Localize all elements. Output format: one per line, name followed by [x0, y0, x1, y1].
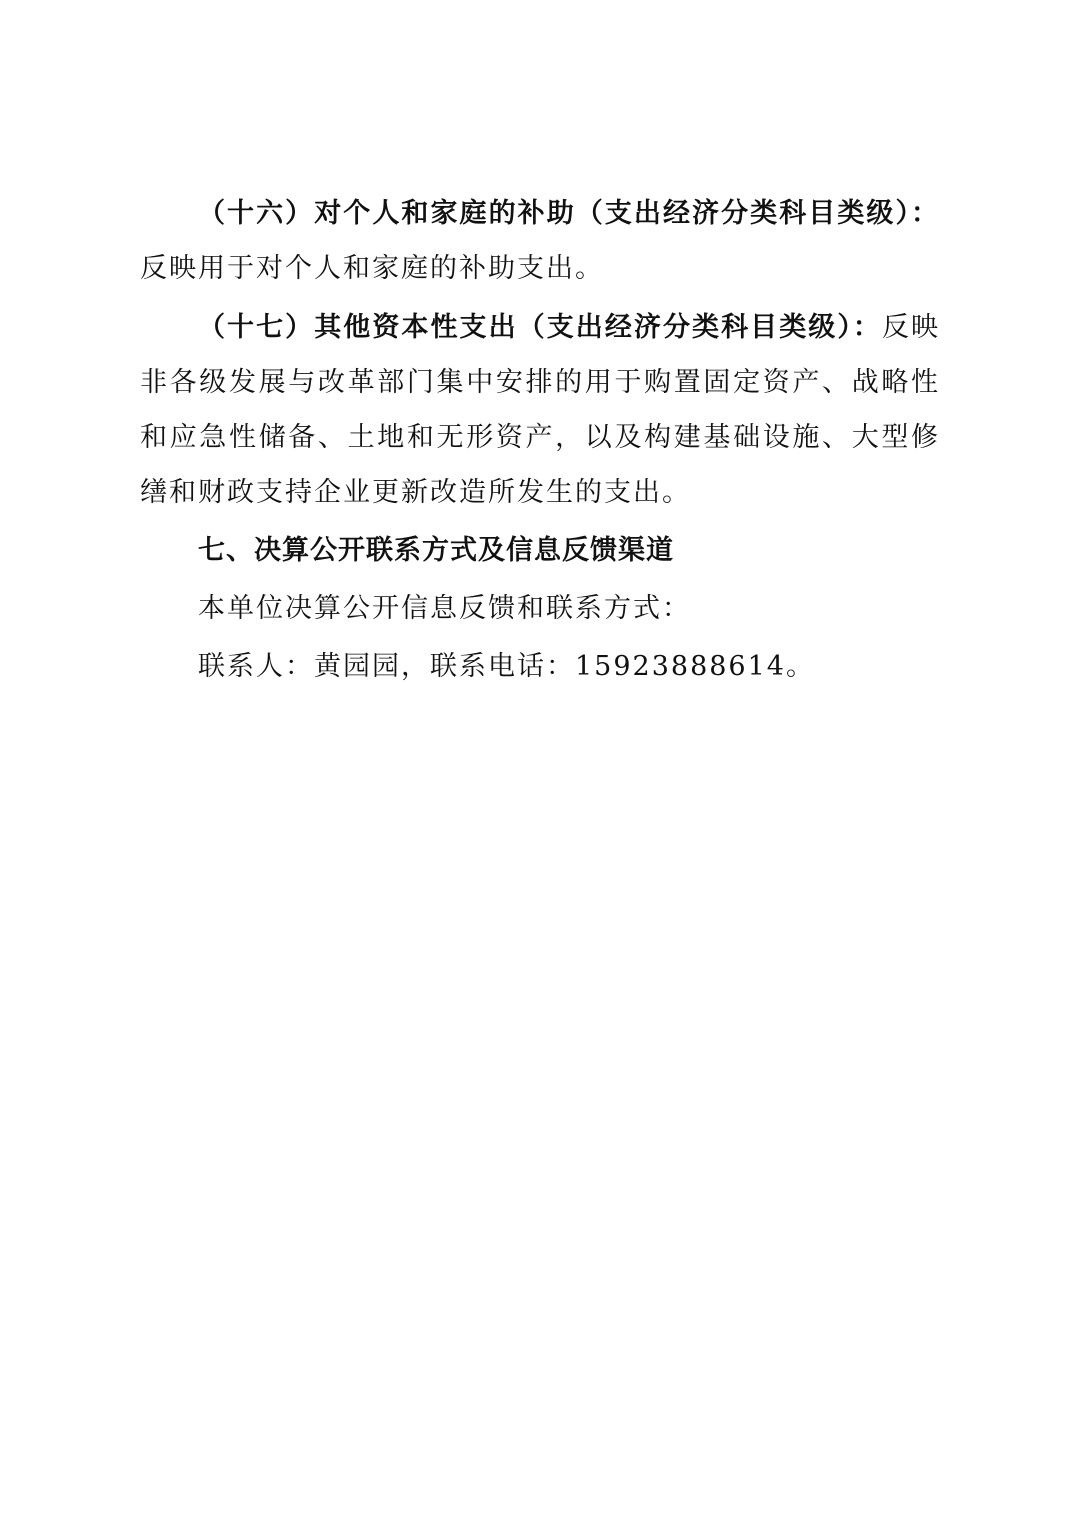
- item-17-title: （十七）其他资本性支出（支出经济分类科目类级）：: [198, 312, 882, 343]
- paragraph-item-16: [140, 186, 940, 296]
- section-7-intro: 本单位决算公开信息反馈和联系方式：: [198, 593, 691, 624]
- item-16-body: 反映用于对个人和家庭的补助支出。: [140, 253, 604, 284]
- document-content: [140, 186, 940, 696]
- paragraph-item-17: [140, 300, 940, 520]
- item-16-title: （十六）对个人和家庭的补助（支出经济分类科目类级）：: [198, 198, 940, 229]
- item-17-body: 反映非各级发展与改革部门集中安排的用于购置固定资产、战略性和应急性储备、土地和无形资产，以及构建基础设施、大型修缮和财政支持企业更新改造所发生的支出。: [140, 312, 941, 508]
- section-7-heading: 七、决算公开联系方式及信息反馈渠道: [198, 535, 674, 566]
- contact-line: 联系人：黄园园，联系电话：15923888614。: [198, 651, 815, 682]
